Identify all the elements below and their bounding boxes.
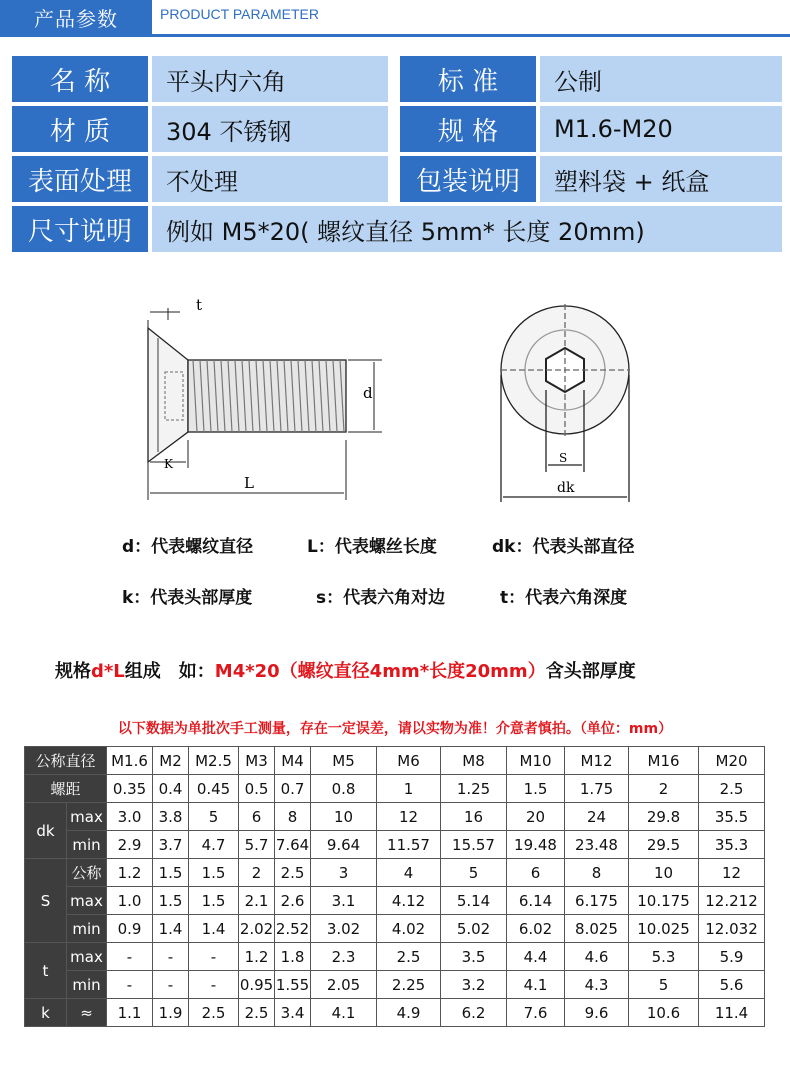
table-cell: - <box>153 971 189 999</box>
size-header: M3 <box>239 747 275 775</box>
size-header: M8 <box>441 747 507 775</box>
legend-item: s：代表六角对边 <box>316 588 446 608</box>
table-row <box>25 999 765 1027</box>
table-cell: 5.6 <box>699 971 765 999</box>
table-cell: 1.0 <box>107 887 153 915</box>
table-cell: 4.3 <box>565 971 629 999</box>
table-cell: 9.64 <box>311 831 377 859</box>
table-cell: 4.02 <box>377 915 441 943</box>
table-cell: 11.4 <box>699 999 765 1027</box>
table-cell: 2 <box>239 859 275 887</box>
table-cell: 6.02 <box>507 915 565 943</box>
header-title-cn: 产品参数 <box>0 0 152 34</box>
table-cell: 0.45 <box>189 775 239 803</box>
legend-item: dk：代表头部直径 <box>492 537 635 557</box>
size-header: M2 <box>153 747 189 775</box>
table-cell: 0.4 <box>153 775 189 803</box>
param-label: 材 质 <box>12 106 148 152</box>
param-value: 公制 <box>540 56 782 102</box>
table-cell: 1.5 <box>153 887 189 915</box>
sub-header: min <box>67 915 107 943</box>
param-value: 塑料袋 + 纸盒 <box>540 156 782 202</box>
table-cell: 11.57 <box>377 831 441 859</box>
table-cell: 4.9 <box>377 999 441 1027</box>
table-cell: 0.8 <box>311 775 377 803</box>
table-cell: 5 <box>629 971 699 999</box>
table-cell: 8 <box>275 803 311 831</box>
table-cell: 2.02 <box>239 915 275 943</box>
header-divider <box>0 34 790 37</box>
table-cell: 12 <box>699 859 765 887</box>
table-cell: 2.5 <box>189 999 239 1027</box>
table-cell: 6.175 <box>565 887 629 915</box>
size-header: M16 <box>629 747 699 775</box>
table-cell: 3.7 <box>153 831 189 859</box>
param-value: 例如 M5*20( 螺纹直径 5mm* 长度 20mm) <box>152 206 782 252</box>
sub-header: min <box>67 831 107 859</box>
table-cell: 1.9 <box>153 999 189 1027</box>
spec-table-body <box>25 747 765 1027</box>
label-t: t <box>196 296 203 314</box>
table-cell: 9.6 <box>565 999 629 1027</box>
table-cell: 0.7 <box>275 775 311 803</box>
table-cell: 1.75 <box>565 775 629 803</box>
label-dk: dk <box>557 480 575 496</box>
table-cell: 6.14 <box>507 887 565 915</box>
table-row <box>25 943 765 971</box>
table-cell: 5.7 <box>239 831 275 859</box>
row-header: 螺距 <box>25 775 107 803</box>
legend-item: t：代表六角深度 <box>500 588 628 608</box>
table-cell: 12 <box>377 803 441 831</box>
label-s: S <box>559 451 568 465</box>
table-cell: 5.9 <box>699 943 765 971</box>
table-cell: 2.5 <box>239 999 275 1027</box>
table-cell: 8 <box>565 859 629 887</box>
table-row <box>25 915 765 943</box>
legend-item: d：代表螺纹直径 <box>122 537 254 557</box>
screw-diagram <box>0 290 790 520</box>
sub-header: ≈ <box>67 999 107 1027</box>
table-cell: 24 <box>565 803 629 831</box>
group-header: dk <box>25 803 67 859</box>
table-cell: 5.3 <box>629 943 699 971</box>
table-cell: 1.5 <box>189 887 239 915</box>
legend-item: k：代表头部厚度 <box>122 588 253 608</box>
table-cell: 5 <box>441 859 507 887</box>
spec-prefix: 规格 <box>55 661 91 682</box>
table-cell: 2 <box>629 775 699 803</box>
table-cell: 1.2 <box>239 943 275 971</box>
size-header: M2.5 <box>189 747 239 775</box>
table-cell: - <box>189 971 239 999</box>
size-header: M12 <box>565 747 629 775</box>
table-cell: 6 <box>239 803 275 831</box>
table-cell: 12.212 <box>699 887 765 915</box>
measurement-note: 以下数据为单批次手工测量，存在一定误差，请以实物为准！介意者慎拍。（单位：mm） <box>117 721 673 737</box>
table-cell: 23.48 <box>565 831 629 859</box>
table-row <box>25 887 765 915</box>
table-cell: 35.3 <box>699 831 765 859</box>
table-cell: 2.5 <box>275 859 311 887</box>
size-header: M20 <box>699 747 765 775</box>
table-cell: 1.4 <box>153 915 189 943</box>
header-title-en: PRODUCT PARAMETER <box>160 6 319 22</box>
table-cell: 2.3 <box>311 943 377 971</box>
table-cell: 1.8 <box>275 943 311 971</box>
table-cell: 1.5 <box>153 859 189 887</box>
sub-header: max <box>67 887 107 915</box>
spec-dl: d*L <box>91 661 125 682</box>
param-label: 规 格 <box>400 106 536 152</box>
legend-item: L：代表螺丝长度 <box>307 537 437 557</box>
table-cell: 4.12 <box>377 887 441 915</box>
table-cell: 3.1 <box>311 887 377 915</box>
row-header: 公称直径 <box>25 747 107 775</box>
table-cell: 29.5 <box>629 831 699 859</box>
table-cell: 0.35 <box>107 775 153 803</box>
table-cell: 3.2 <box>441 971 507 999</box>
table-cell: 7.64 <box>275 831 311 859</box>
table-cell: 8.025 <box>565 915 629 943</box>
table-cell: 5.02 <box>441 915 507 943</box>
table-cell: 1.5 <box>507 775 565 803</box>
table-cell: 3.5 <box>441 943 507 971</box>
table-cell: 15.57 <box>441 831 507 859</box>
size-header: M1.6 <box>107 747 153 775</box>
group-header: S <box>25 859 67 943</box>
table-cell: 3.4 <box>275 999 311 1027</box>
param-label: 名 称 <box>12 56 148 102</box>
table-cell: - <box>153 943 189 971</box>
table-cell: 4.6 <box>565 943 629 971</box>
table-cell: 5 <box>189 803 239 831</box>
table-cell: 12.032 <box>699 915 765 943</box>
table-cell: 2.6 <box>275 887 311 915</box>
table-cell: 6 <box>507 859 565 887</box>
param-value: 不处理 <box>152 156 388 202</box>
size-header: M6 <box>377 747 441 775</box>
spec-explanation <box>55 657 636 683</box>
table-cell: 0.5 <box>239 775 275 803</box>
label-d: d <box>363 384 373 402</box>
table-cell: - <box>107 971 153 999</box>
table-cell: 2.1 <box>239 887 275 915</box>
sub-header: max <box>67 943 107 971</box>
table-cell: 3.02 <box>311 915 377 943</box>
sub-header: max <box>67 803 107 831</box>
table-cell: 1.1 <box>107 999 153 1027</box>
page-header <box>0 0 790 40</box>
table-row <box>25 859 765 887</box>
param-label: 尺寸说明 <box>12 206 148 252</box>
spec-mid: 组成 如： <box>124 661 215 682</box>
table-cell: 4 <box>377 859 441 887</box>
spec-example: M4*20（螺纹直径4mm*长度20mm） <box>214 661 546 682</box>
table-cell: 1.25 <box>441 775 507 803</box>
table-cell: 1.55 <box>275 971 311 999</box>
table-cell: 3.0 <box>107 803 153 831</box>
table-cell: 4.1 <box>507 971 565 999</box>
table-cell: 1.4 <box>189 915 239 943</box>
table-row <box>25 831 765 859</box>
table-cell: 2.05 <box>311 971 377 999</box>
table-cell: 10 <box>629 859 699 887</box>
table-cell: 0.9 <box>107 915 153 943</box>
table-cell: 2.9 <box>107 831 153 859</box>
table-cell: 2.52 <box>275 915 311 943</box>
table-cell: 1.2 <box>107 859 153 887</box>
table-cell: 6.2 <box>441 999 507 1027</box>
group-header: t <box>25 943 67 999</box>
spec-suffix: 含头部厚度 <box>545 661 636 682</box>
table-cell: 10.6 <box>629 999 699 1027</box>
table-cell: 2.5 <box>377 943 441 971</box>
table-cell: 10 <box>311 803 377 831</box>
group-header: k <box>25 999 67 1027</box>
table-row <box>25 971 765 999</box>
table-cell: 3 <box>311 859 377 887</box>
table-cell: 4.4 <box>507 943 565 971</box>
table-cell: 10.025 <box>629 915 699 943</box>
param-value: 304 不锈钢 <box>152 106 388 152</box>
table-cell: 2.25 <box>377 971 441 999</box>
table-cell: 29.8 <box>629 803 699 831</box>
param-value: M1.6-M20 <box>540 106 782 152</box>
label-k: K <box>164 457 173 471</box>
table-cell: 1.5 <box>189 859 239 887</box>
spec-table <box>24 746 765 1027</box>
table-cell: 4.7 <box>189 831 239 859</box>
sub-header: 公称 <box>67 859 107 887</box>
table-row <box>25 803 765 831</box>
param-label: 包装说明 <box>400 156 536 202</box>
param-label: 标 准 <box>400 56 536 102</box>
table-cell: - <box>189 943 239 971</box>
sub-header: min <box>67 971 107 999</box>
table-cell: 19.48 <box>507 831 565 859</box>
table-cell: 1 <box>377 775 441 803</box>
table-cell: 0.95 <box>239 971 275 999</box>
screw-head-side <box>148 328 188 462</box>
param-label: 表面处理 <box>12 156 148 202</box>
size-header: M5 <box>311 747 377 775</box>
table-cell: 16 <box>441 803 507 831</box>
table-row <box>25 775 765 803</box>
size-header: M10 <box>507 747 565 775</box>
table-cell: 35.5 <box>699 803 765 831</box>
table-cell: 3.8 <box>153 803 189 831</box>
table-cell: 5.14 <box>441 887 507 915</box>
table-header-row <box>25 747 765 775</box>
param-value: 平头内六角 <box>152 56 388 102</box>
table-cell: 7.6 <box>507 999 565 1027</box>
size-header: M4 <box>275 747 311 775</box>
table-cell: 10.175 <box>629 887 699 915</box>
table-cell: 4.1 <box>311 999 377 1027</box>
table-cell: - <box>107 943 153 971</box>
label-L: L <box>244 474 254 492</box>
table-cell: 2.5 <box>699 775 765 803</box>
table-cell: 20 <box>507 803 565 831</box>
